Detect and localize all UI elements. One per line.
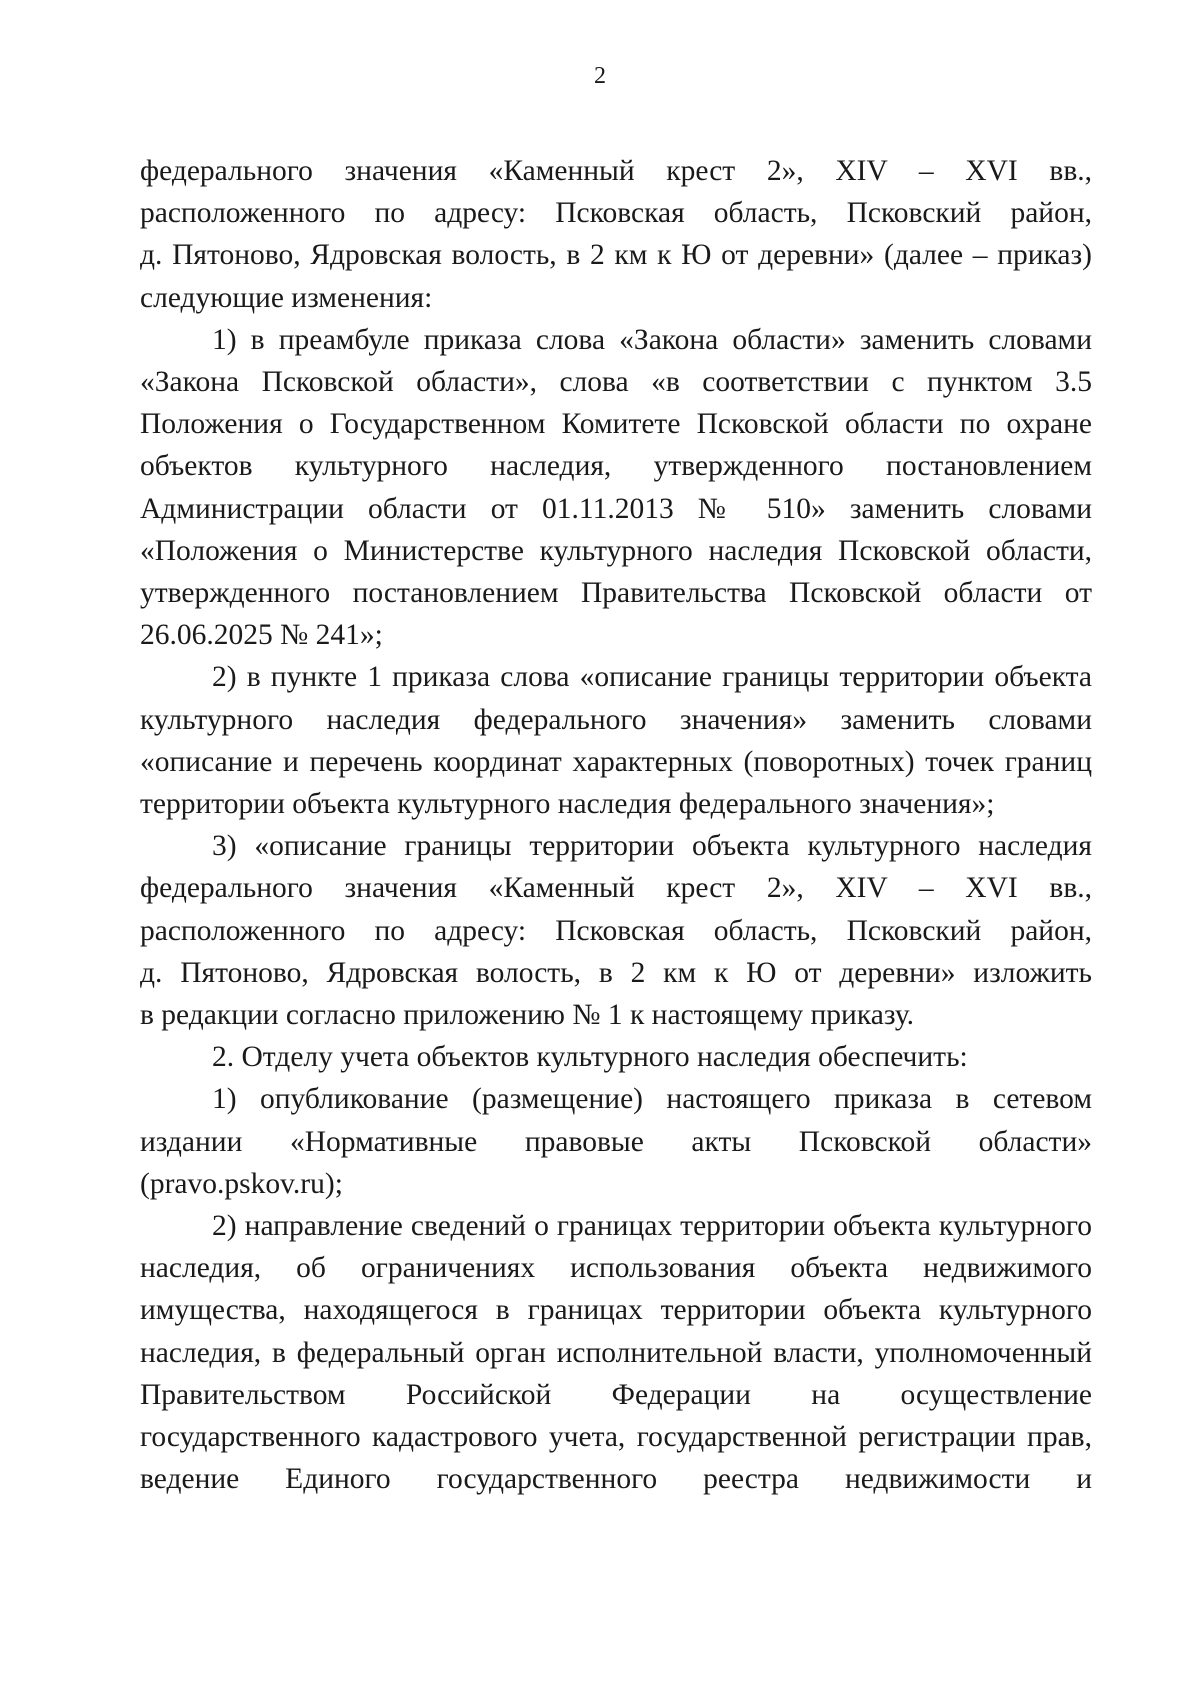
text-line: издании «Нормативные правовые акты Псковской области»	[140, 1125, 1092, 1158]
text-line: утвержденного постановлением Правительства Псковской области от	[140, 577, 1092, 610]
text-line: Правительством Российской Федерации на осуществление	[140, 1378, 1092, 1411]
text-line: д. Пятоново, Ядровская волость, в 2 км к Ю от деревни» изложить	[140, 956, 1092, 989]
text-line: федерального значения «Каменный крест 2», XIV – XVI вв.,	[140, 155, 1092, 187]
text-line: «Закона Псковской области», слова «в соответствии с пунктом 3.5	[140, 366, 1092, 399]
text-line: 1) в преамбуле приказа слова «Закона области» заменить словами	[212, 323, 1092, 356]
text-line: наследия, об ограничениях использования объекта недвижимого	[140, 1252, 1092, 1285]
text-line: наследия, в федеральный орган исполнительной власти, уполномоченный	[140, 1336, 1092, 1369]
text-line: 1) опубликование (размещение) настоящего приказа в сетевом	[212, 1083, 1092, 1116]
text-line: д. Пятоново, Ядровская волость, в 2 км к Ю от деревни» (далее – приказ)	[140, 239, 1092, 272]
text-line: «описание и перечень координат характерных (поворотных) точек границ	[140, 745, 1092, 778]
paragraph-submission	[140, 1205, 1092, 1500]
text-line: в редакции согласно приложению № 1 к настоящему приказу.	[140, 999, 915, 1032]
text-line: 2) направление сведений о границах территории объекта культурного	[212, 1210, 1092, 1243]
document-body	[140, 150, 1092, 1501]
text-line: (pravo.pskov.ru);	[140, 1167, 343, 1200]
text-line: имущества, находящегося в границах территории объекта культурного	[140, 1294, 1092, 1327]
text-line: 2. Отделу учета объектов культурного наследия обеспечить:	[212, 1041, 968, 1074]
text-line: «Положения о Министерстве культурного наследия Псковской области,	[140, 534, 1092, 567]
text-line: 26.06.2025 № 241»;	[140, 619, 383, 652]
text-line: расположенного по адресу: Псковская область, Псковский район,	[140, 197, 1092, 230]
text-line: государственного кадастрового учета, государственной регистрации прав,	[140, 1421, 1092, 1454]
text-line: следующие изменения:	[140, 281, 433, 314]
paragraph-item-2-point-1	[140, 656, 1092, 825]
text-line: ведение Единого государственного реестра недвижимости и	[140, 1463, 1092, 1496]
paragraph-section-2	[140, 1036, 1092, 1078]
text-line: объектов культурного наследия, утвержденного постановлением	[140, 450, 1092, 483]
text-line: 2) в пункте 1 приказа слова «описание границы территории объекта	[212, 661, 1092, 694]
text-line: культурного наследия федерального значения» заменить словами	[140, 703, 1092, 736]
paragraph-item-1-preamble	[140, 319, 1092, 657]
text-line: Администрации области от 01.11.2013 № 510» заменить словами	[140, 492, 1092, 525]
paragraph-publication	[140, 1078, 1092, 1205]
paragraph-item-3-boundary	[140, 825, 1092, 1036]
page-number: 2	[594, 63, 606, 89]
text-line: 3) «описание границы территории объекта культурного наследия	[212, 830, 1092, 863]
text-line: Положения о Государственном Комитете Псковской области по охране	[140, 408, 1092, 441]
text-line: расположенного по адресу: Псковская область, Псковский район,	[140, 914, 1092, 947]
text-line: территории объекта культурного наследия федерального значения»;	[140, 788, 995, 821]
paragraph-continuation	[140, 150, 1092, 319]
text-line: федерального значения «Каменный крест 2», XIV – XVI вв.,	[140, 872, 1092, 905]
